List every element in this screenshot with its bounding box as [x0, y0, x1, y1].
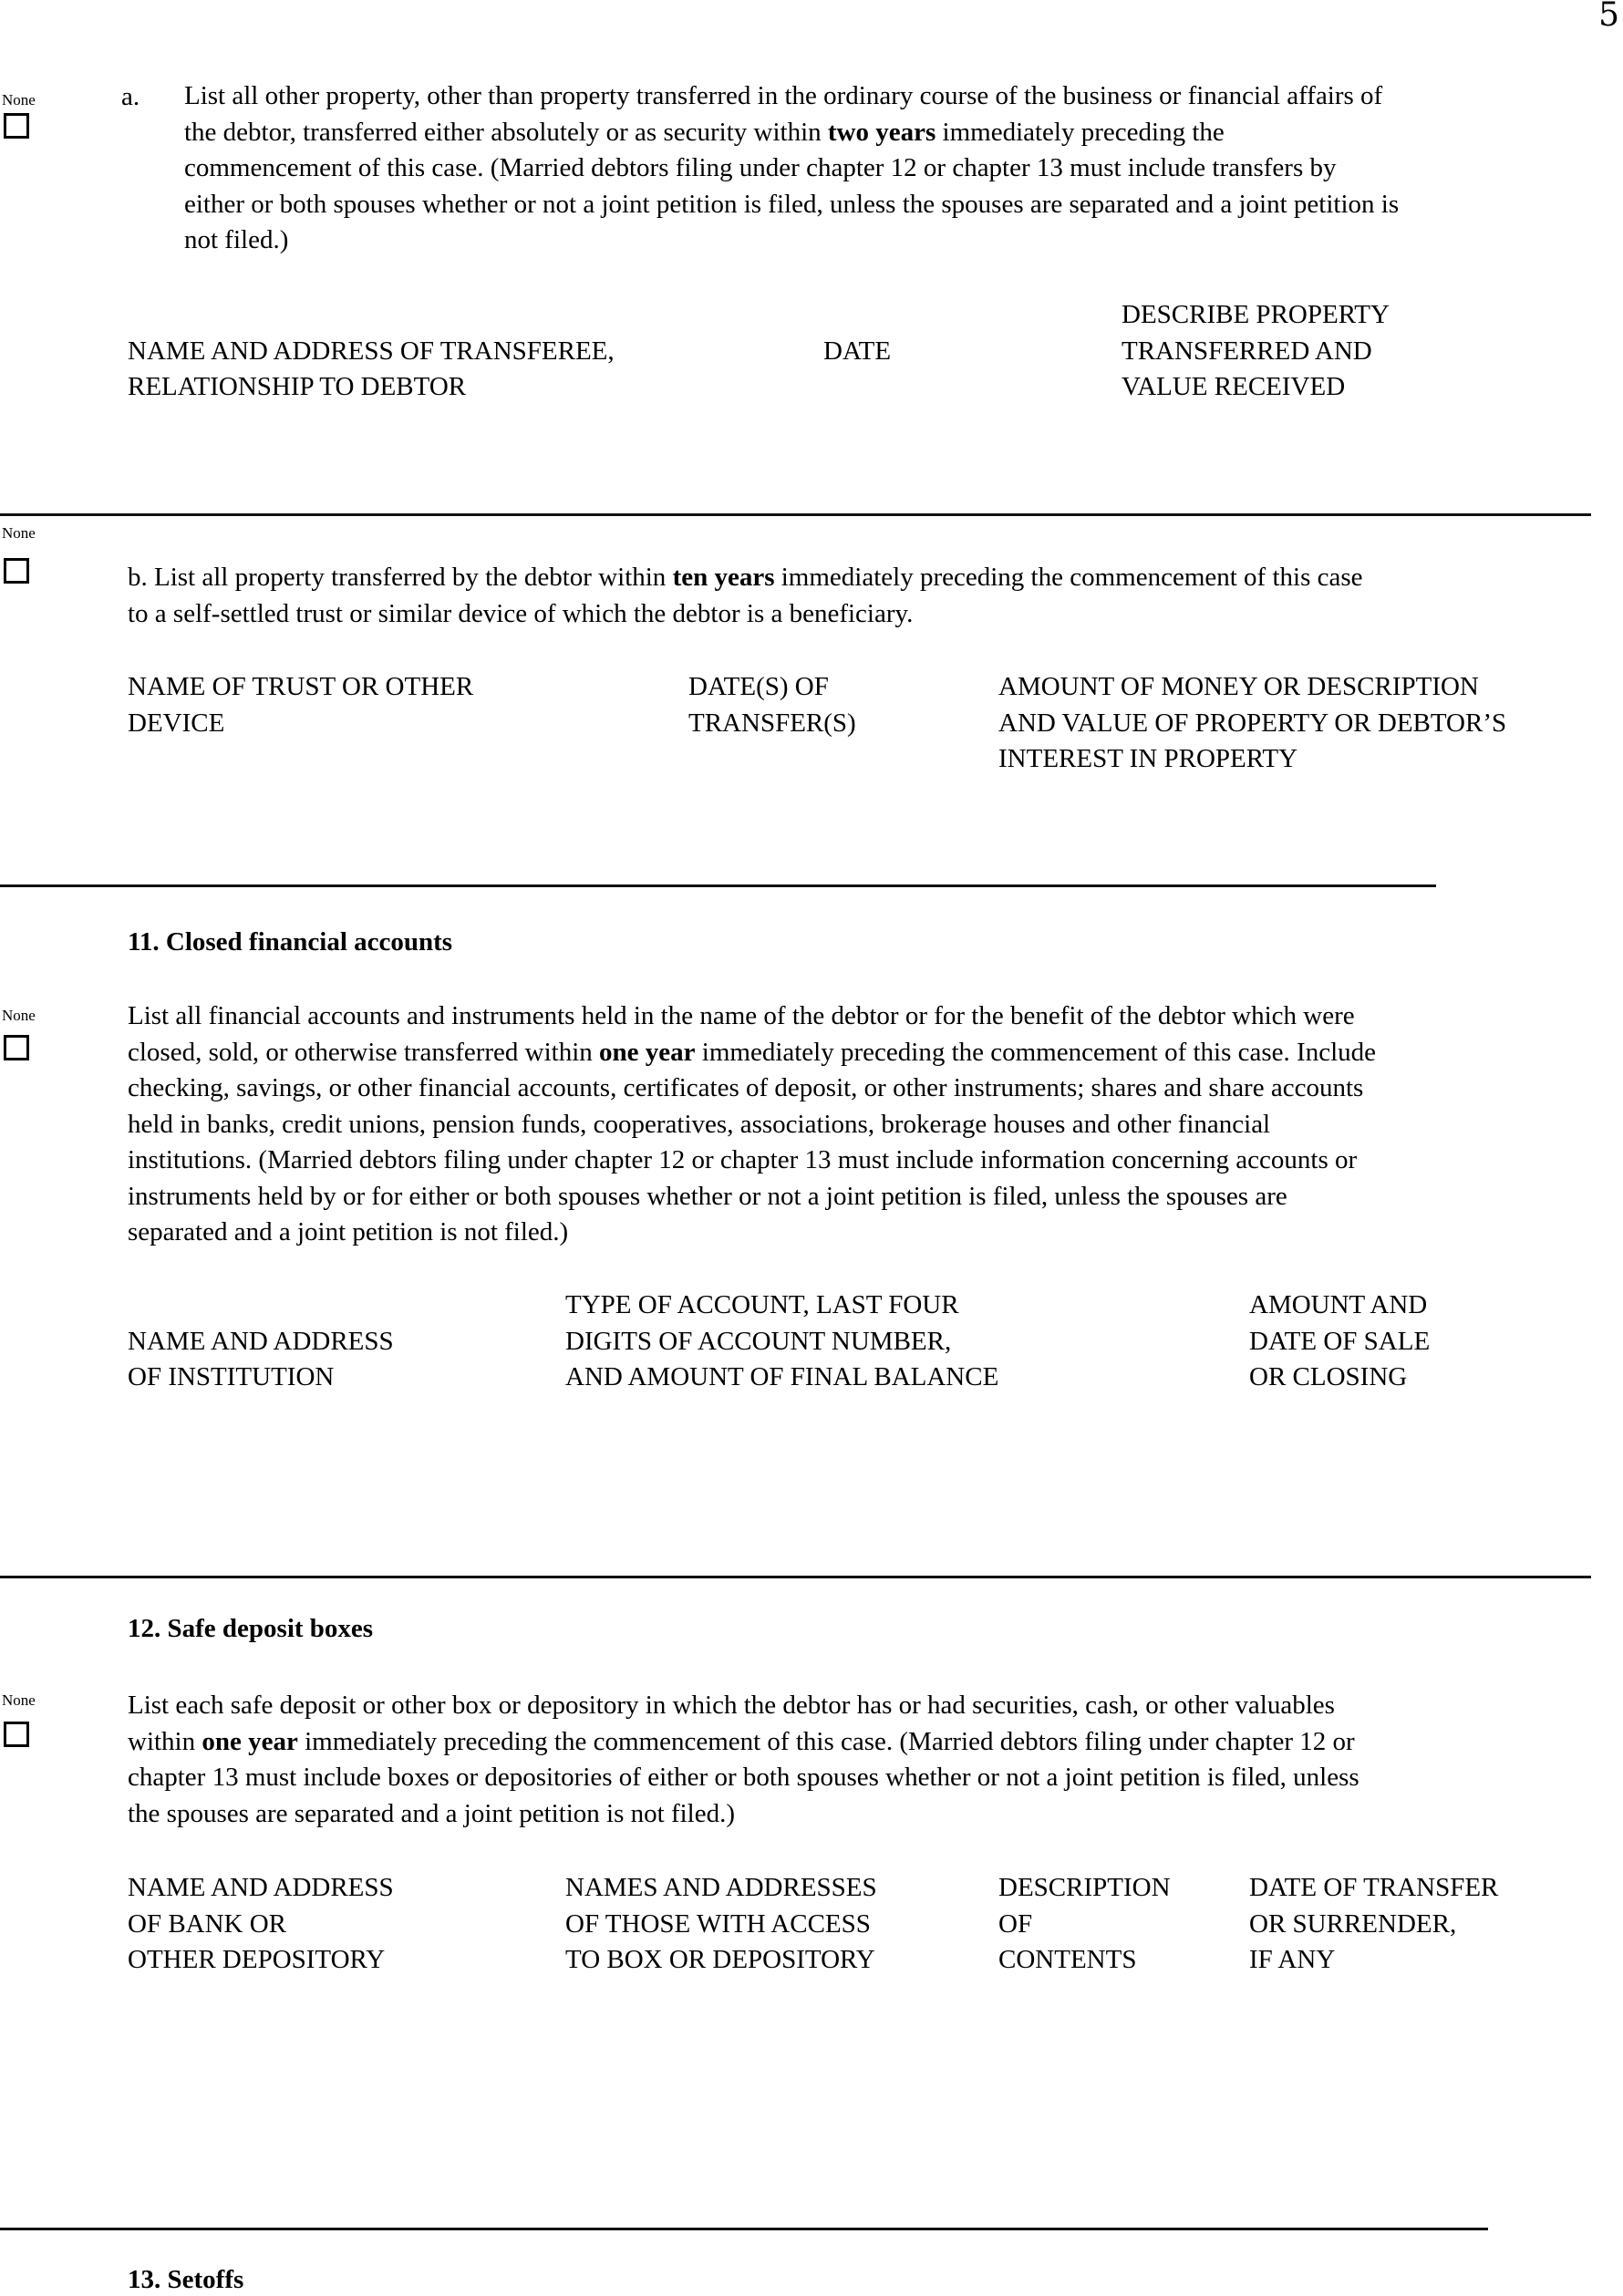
column-header-line: DATE(S) OF — [688, 672, 829, 701]
text-segment: institutions. (Married debtors filing under chapter 12 or chapter 13 must include information concerning accounts or — [128, 1145, 1358, 1174]
column-header-sale-closing — [1249, 1288, 1430, 1396]
section-heading-13: 13. Setoffs — [128, 2265, 244, 2294]
column-header-line: OR CLOSING — [1249, 1362, 1408, 1391]
column-header-line: AND VALUE OF PROPERTY OR DEBTOR’S — [998, 708, 1507, 738]
column-header-account-type — [565, 1288, 998, 1396]
text-segment: not filed.) — [184, 225, 289, 254]
section-12-text — [128, 1688, 1359, 1832]
text-line — [128, 998, 1376, 1035]
section-heading-11: 11. Closed financial accounts — [128, 927, 453, 957]
column-header-line: DESCRIBE PROPERTY — [1122, 300, 1390, 329]
emphasis-text: two years — [827, 117, 936, 147]
column-header-line: AND AMOUNT OF FINAL BALANCE — [565, 1362, 999, 1391]
text-segment: immediately preceding the commencement of this case — [774, 563, 1363, 592]
column-header-bank — [128, 1870, 394, 1979]
text-line — [128, 1215, 1376, 1251]
column-header-line: OTHER DEPOSITORY — [128, 1945, 386, 1974]
none-checkbox-10b[interactable] — [4, 558, 29, 584]
text-segment: immediately preceding the — [936, 117, 1225, 147]
column-header-transfer-date — [1249, 1870, 1498, 1979]
text-segment: the debtor, transferred either absolutely or as security within — [184, 117, 828, 147]
text-segment: instruments held by or for either or both spouses whether or not a joint petition is filed, unless the spouses are — [128, 1181, 1287, 1211]
text-line — [128, 1724, 1359, 1761]
column-header-transferee — [128, 297, 615, 406]
text-segment: to a self-settled trust or similar device of which the debtor is a beneficiary. — [128, 598, 914, 628]
column-header-line: DEVICE — [128, 708, 225, 738]
column-header-line: RELATIONSHIP TO DEBTOR — [128, 372, 467, 401]
column-header-transfer-dates — [688, 669, 856, 741]
text-segment: List each safe deposit or other box or depository in which the debtor has or had securities, cash, or other valuables — [128, 1691, 1335, 1720]
text-line — [184, 78, 1399, 115]
text-line — [128, 1179, 1376, 1215]
column-header-line: TRANSFERRED AND — [1122, 336, 1372, 366]
text-segment: held in banks, credit unions, pension funds, cooperatives, associations, brokerage houses and other financial — [128, 1109, 1271, 1139]
none-label: None — [2, 524, 36, 542]
item-marker: a. — [121, 82, 140, 111]
text-segment: chapter 13 must include boxes or depositories of either or both spouses whether or not a joint petition is filed, unless — [128, 1763, 1359, 1792]
text-line — [128, 560, 1363, 596]
text-segment: checking, savings, or other financial accounts, certificates of deposit, or other instruments; shares and share accounts — [128, 1073, 1364, 1102]
none-checkbox-12[interactable] — [4, 1722, 29, 1747]
column-header-line: TYPE OF ACCOUNT, LAST FOUR — [565, 1290, 959, 1319]
section-divider — [0, 884, 1436, 887]
section-divider — [0, 2228, 1488, 2230]
column-header-line: OF INSTITUTION — [128, 1362, 335, 1391]
none-label: None — [2, 1007, 36, 1024]
column-header-line: TO BOX OR DEPOSITORY — [565, 1945, 875, 1974]
column-header-access — [565, 1870, 877, 1979]
section-heading-12: 12. Safe deposit boxes — [128, 1614, 374, 1643]
text-line — [184, 222, 1399, 259]
section-divider — [0, 1576, 1591, 1578]
spacer — [128, 297, 615, 334]
column-header-line: OF — [998, 1908, 1033, 1939]
text-line — [128, 1070, 1376, 1107]
none-label: None — [2, 91, 36, 109]
column-header-line: DESCRIPTION — [998, 1873, 1171, 1902]
none-checkbox-11[interactable] — [4, 1035, 29, 1060]
column-header-line: DATE OF TRANSFER — [1249, 1873, 1499, 1902]
text-segment: immediately preceding the commencement of this case. Include — [695, 1037, 1376, 1067]
text-line — [128, 1107, 1376, 1143]
text-line — [128, 596, 1363, 633]
column-header-line: DATE OF SALE — [1249, 1326, 1431, 1356]
none-checkbox-10a[interactable] — [4, 113, 29, 139]
column-header-trust-name — [128, 669, 473, 741]
column-header-line: CONTENTS — [998, 1945, 1137, 1974]
section-11-text — [128, 998, 1376, 1251]
text-segment: either or both spouses whether or not a joint petition is filed, unless the spouses are separated and a joint petition is — [184, 189, 1400, 219]
column-header-line: AMOUNT OF MONEY OR DESCRIPTION — [998, 672, 1479, 701]
column-header-line: NAMES AND ADDRESSES — [565, 1873, 877, 1902]
text-line — [184, 115, 1399, 151]
text-line — [128, 1143, 1376, 1179]
text-segment: separated and a joint petition is not filed.) — [128, 1217, 569, 1246]
column-header-line: NAME AND ADDRESS OF TRANSFEREE, — [128, 336, 615, 366]
column-header-line: OF THOSE WITH ACCESS — [565, 1908, 871, 1939]
emphasis-text: ten years — [672, 563, 775, 592]
column-header-date — [823, 334, 891, 370]
emphasis-text: one year — [202, 1726, 298, 1756]
column-header-line: AMOUNT AND — [1249, 1290, 1428, 1319]
column-header-institution — [128, 1288, 394, 1396]
column-header-line: INTEREST IN PROPERTY — [998, 744, 1298, 773]
column-header-line: OR SURRENDER, — [1249, 1908, 1457, 1939]
emphasis-text: one year — [599, 1037, 696, 1067]
section-10a-text — [184, 78, 1399, 259]
text-line — [184, 150, 1399, 187]
column-header-line: NAME AND ADDRESS — [128, 1326, 394, 1356]
column-header-line — [128, 1288, 394, 1324]
column-header-property — [1122, 297, 1390, 406]
column-header-line: TRANSFER(S) — [688, 708, 856, 738]
text-segment: within — [128, 1726, 202, 1756]
column-header-line: DATE — [823, 336, 892, 366]
text-line — [128, 1796, 1359, 1833]
column-header-line: VALUE RECEIVED — [1122, 372, 1346, 401]
text-line — [128, 1760, 1359, 1796]
column-header-amount-description — [998, 669, 1506, 778]
column-header-contents — [998, 1870, 1171, 1979]
page-number: 5 — [1598, 0, 1619, 34]
text-line — [128, 1035, 1376, 1071]
text-line — [128, 1688, 1359, 1724]
column-header-line: OF BANK OR — [128, 1908, 287, 1939]
text-segment: List all other property, other than property transferred in the ordinary course of the business or financial affairs of — [184, 81, 1383, 110]
text-segment: closed, sold, or otherwise transferred within — [128, 1037, 600, 1067]
section-divider — [0, 513, 1591, 516]
text-segment: immediately preceding the commencement of this case. (Married debtors filing under chapter 12 or — [297, 1726, 1355, 1756]
text-segment: b. List all property transferred by the debtor within — [128, 563, 673, 592]
section-10b-text — [128, 560, 1363, 632]
text-segment: List all financial accounts and instruments held in the name of the debtor or for the benefit of the debtor which were — [128, 1001, 1355, 1030]
none-label: None — [2, 1691, 36, 1709]
column-header-line: NAME OF TRUST OR OTHER — [128, 672, 474, 701]
text-segment: the spouses are separated and a joint petition is not filed.) — [128, 1798, 736, 1828]
text-line — [184, 187, 1399, 223]
text-segment: commencement of this case. (Married debtors filing under chapter 12 or chapter 13 must include transfers by — [184, 153, 1337, 182]
column-header-line: IF ANY — [1249, 1945, 1336, 1974]
column-header-line: NAME AND ADDRESS — [128, 1873, 394, 1902]
column-header-line: DIGITS OF ACCOUNT NUMBER, — [565, 1326, 952, 1356]
